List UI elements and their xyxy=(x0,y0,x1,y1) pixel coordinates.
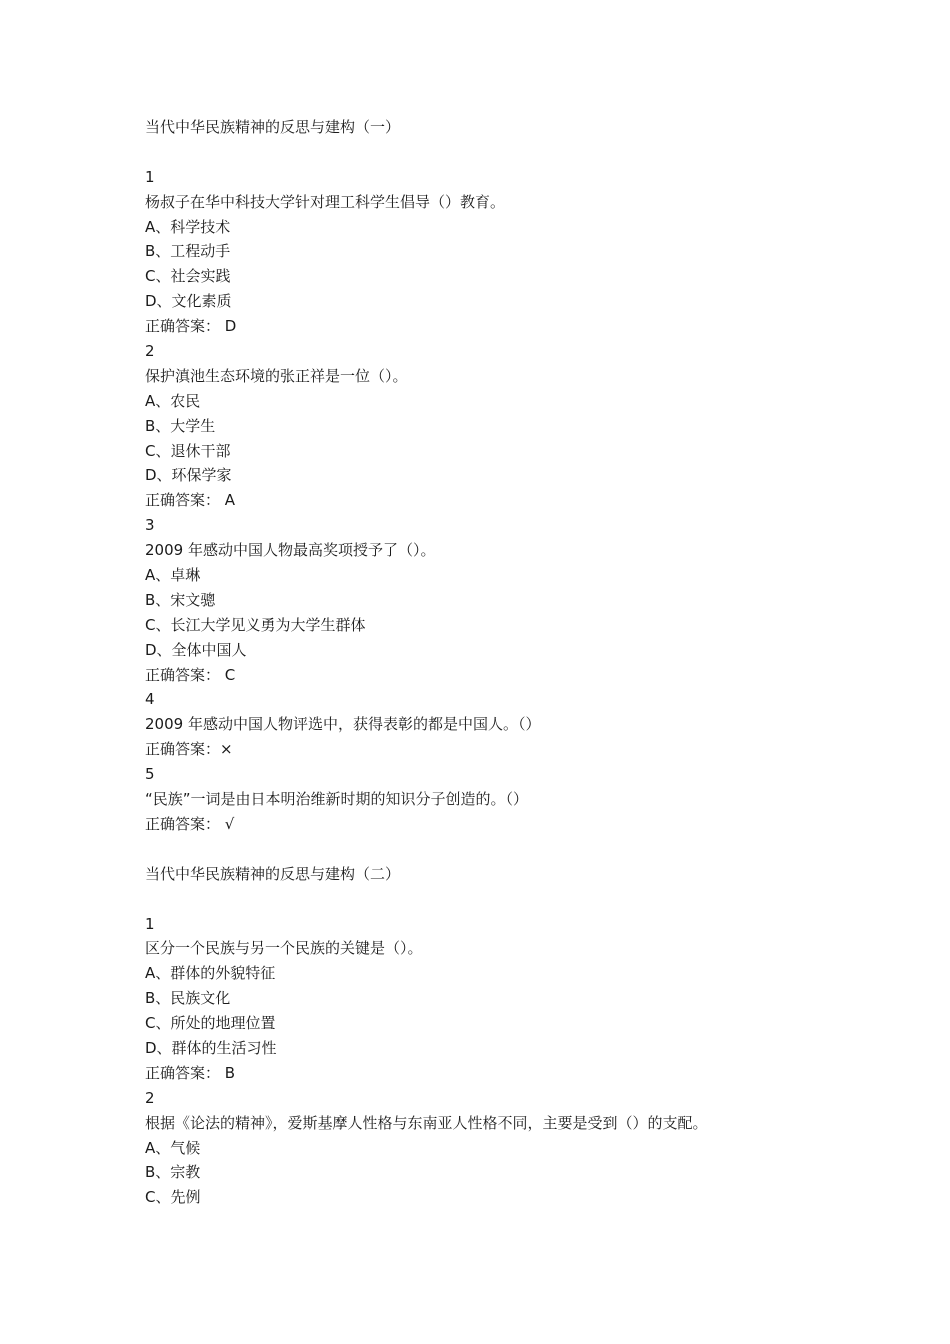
correct-answer: 正确答案： D xyxy=(145,317,237,336)
correct-answer: 正确答案： C xyxy=(145,665,236,684)
answer-option: A、农民 xyxy=(145,391,201,410)
answer-option: B、大学生 xyxy=(145,416,216,435)
answer-option: A、群体的外貌特征 xyxy=(145,964,276,983)
question-text: 2009 年感动中国人物最高奖项授予了（）。 xyxy=(145,541,436,560)
answer-option: C、退休干部 xyxy=(145,441,231,460)
question-number: 2 xyxy=(145,342,155,361)
spacer xyxy=(145,837,865,862)
correct-answer: 正确答案： √ xyxy=(145,814,235,833)
correct-answer: 正确答案： B xyxy=(145,1063,236,1082)
answer-option: C、长江大学见义勇为大学生群体 xyxy=(145,615,366,634)
question-number: 1 xyxy=(145,167,155,186)
question-number: 5 xyxy=(145,765,155,784)
spacer xyxy=(145,887,865,912)
answer-option: B、民族文化 xyxy=(145,989,231,1008)
question-number: 1 xyxy=(145,914,155,933)
correct-answer: 正确答案：× xyxy=(145,740,233,759)
question-text: “民族”一词是由日本明治维新时期的知识分子创造的。（） xyxy=(145,790,529,809)
question-number: 2 xyxy=(145,1088,155,1107)
question-number: 4 xyxy=(145,690,155,709)
answer-option: C、先例 xyxy=(145,1188,201,1207)
question-text: 保护滇池生态环境的张正祥是一位（）。 xyxy=(145,366,408,385)
answer-option: D、环保学家 xyxy=(145,466,232,485)
answer-option: D、全体中国人 xyxy=(145,640,247,659)
answer-option: A、科学技术 xyxy=(145,217,231,236)
section-title: 当代中华民族精神的反思与建构（一） xyxy=(145,118,401,136)
answer-option: A、卓琳 xyxy=(145,566,201,585)
answer-option: A、气候 xyxy=(145,1138,201,1157)
question-text: 区分一个民族与另一个民族的关键是（）。 xyxy=(145,939,423,958)
document-body xyxy=(145,115,865,1210)
answer-option: C、社会实践 xyxy=(145,267,231,286)
question-text: 杨叔子在华中科技大学针对理工科学生倡导（）教育。 xyxy=(145,192,506,211)
answer-option: C、所处的地理位置 xyxy=(145,1014,276,1033)
answer-option: B、宗教 xyxy=(145,1163,201,1182)
answer-option: D、群体的生活习性 xyxy=(145,1038,277,1057)
answer-option: B、宋文骢 xyxy=(145,590,216,609)
question-text: 2009 年感动中国人物评选中，获得表彰的都是中国人。（） xyxy=(145,715,541,734)
question-number: 3 xyxy=(145,516,155,535)
answer-option: D、文化素质 xyxy=(145,292,232,311)
correct-answer: 正确答案： A xyxy=(145,491,236,510)
answer-option: B、工程动手 xyxy=(145,242,231,261)
spacer xyxy=(145,140,865,165)
question-text: 根据《论法的精神》，爱斯基摩人性格与东南亚人性格不同，主要是受到（）的支配。 xyxy=(145,1113,708,1132)
section-title: 当代中华民族精神的反思与建构（二） xyxy=(145,864,401,883)
